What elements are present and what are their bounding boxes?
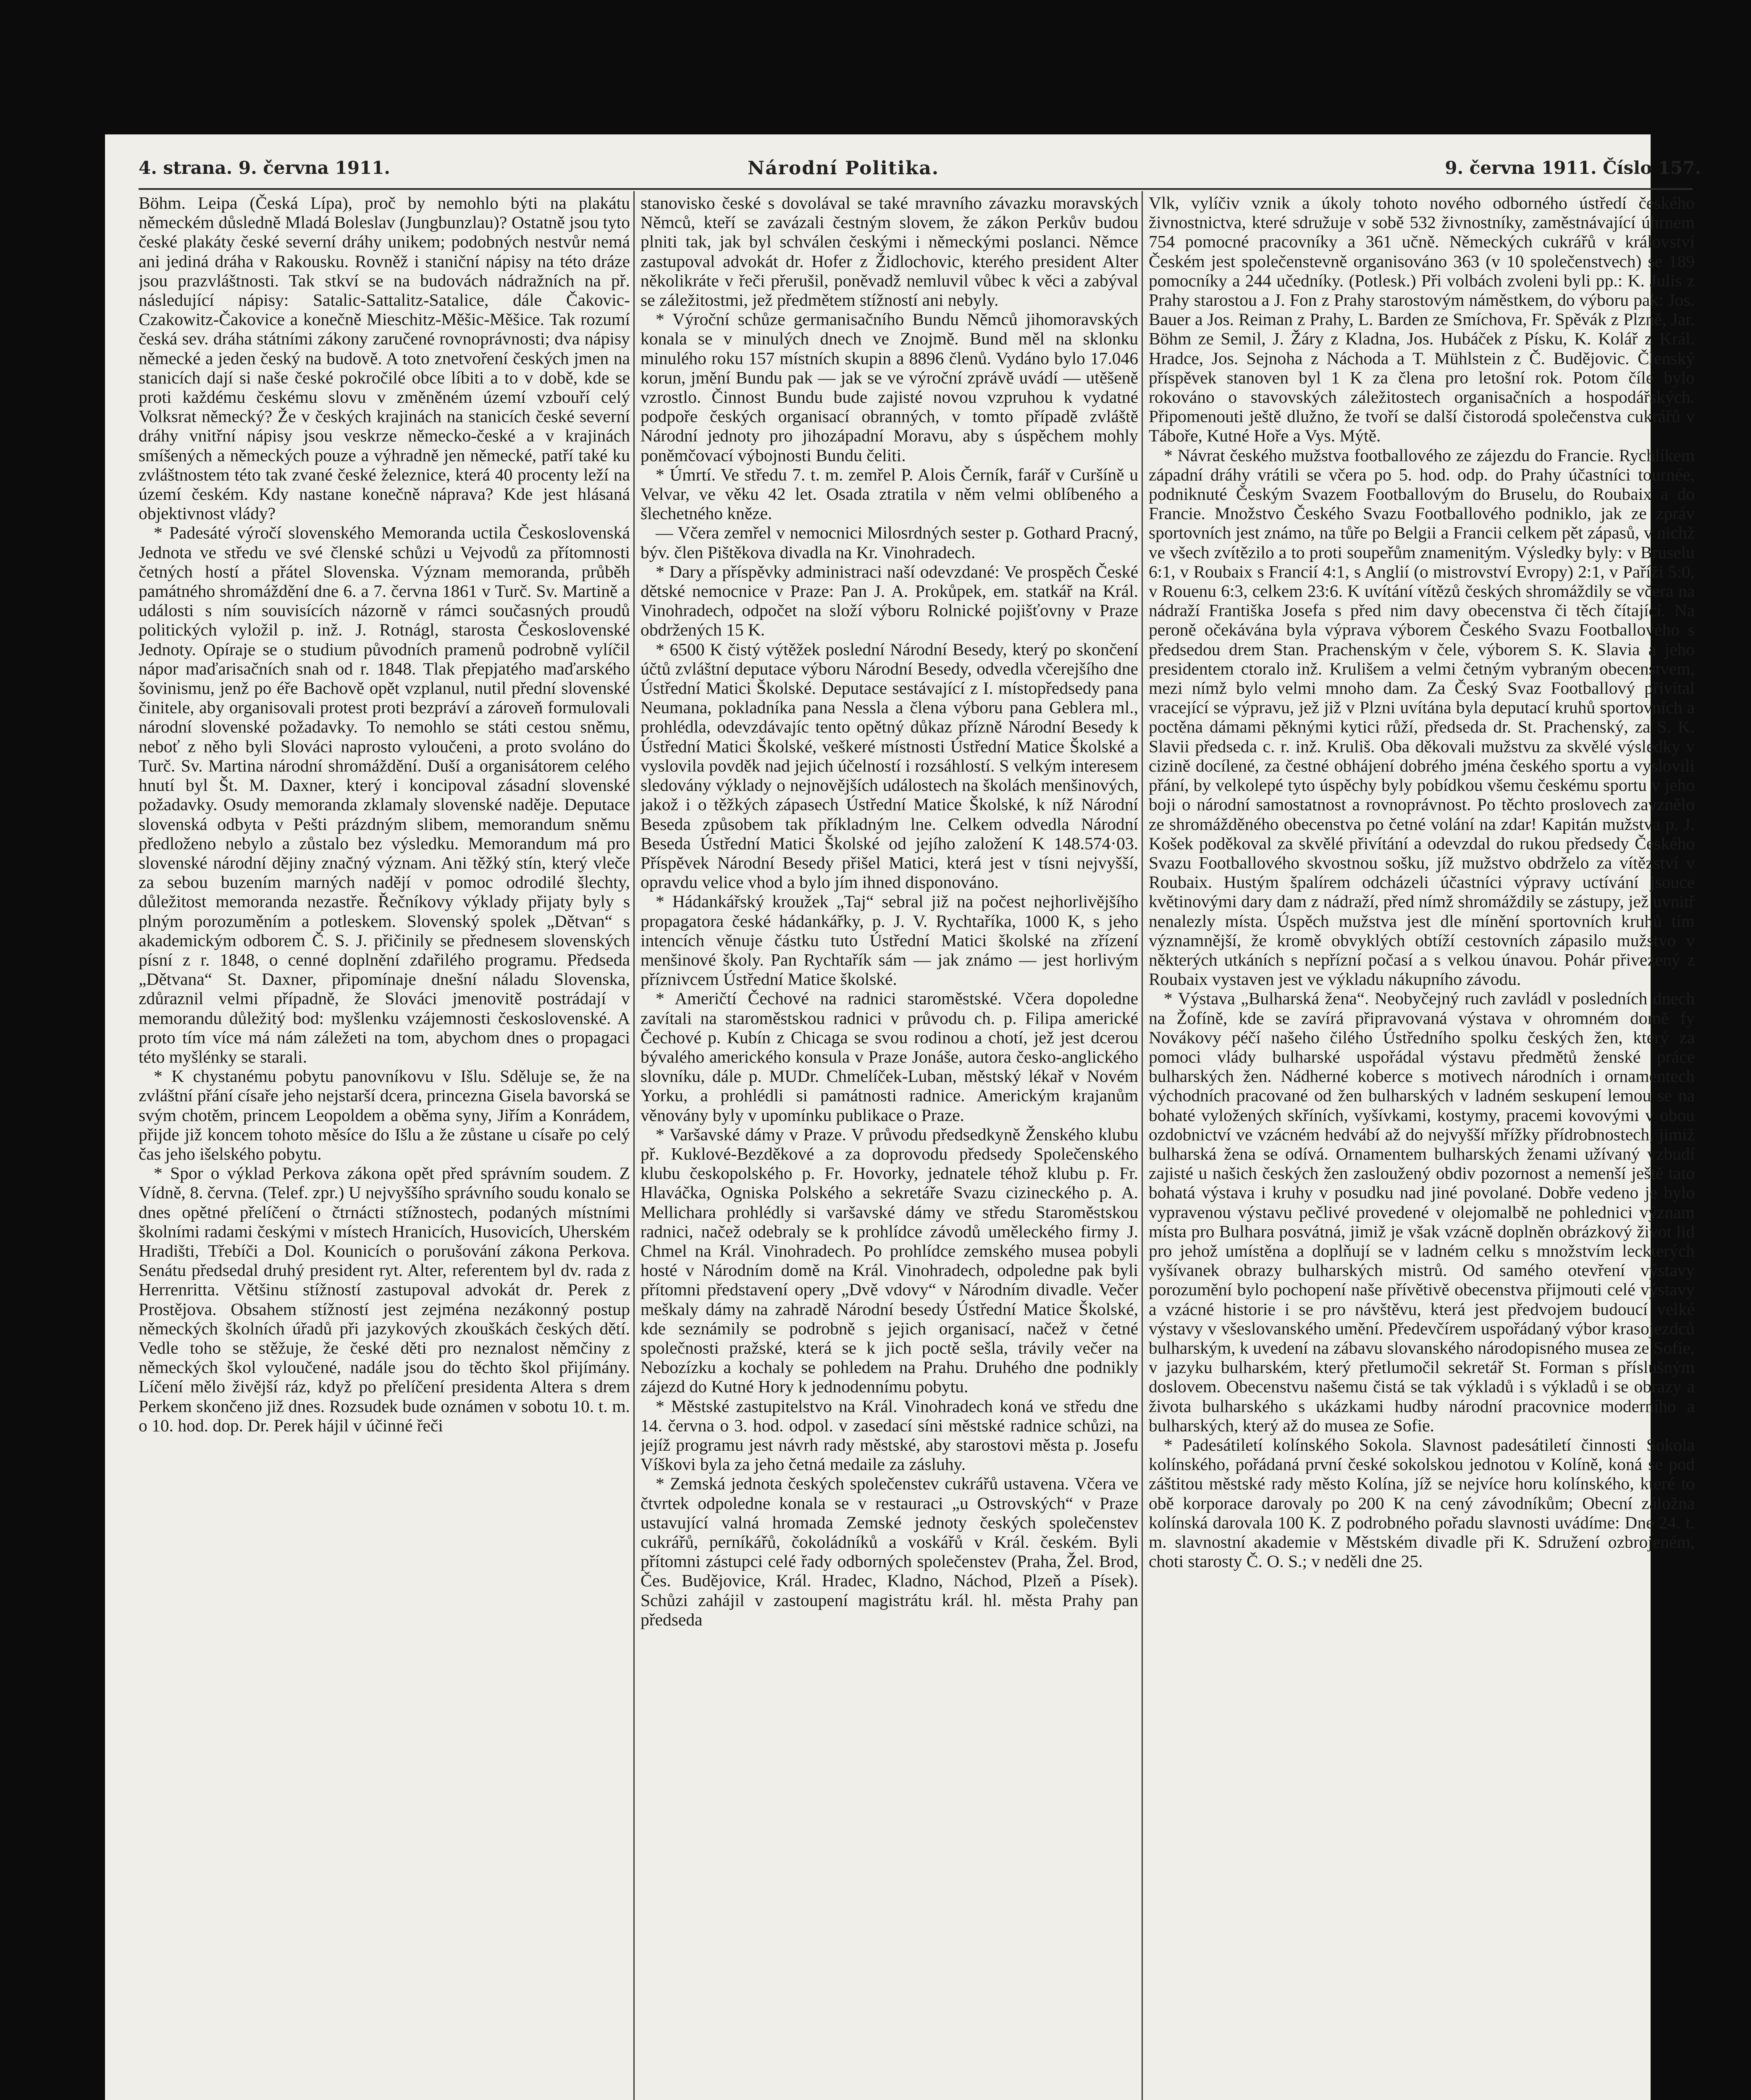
article-paragraph: * Dary a příspěvky administraci naší odevzdané: Ve prospěch České dětské nemocnice v Praze: Pan J. A. Prokůpek, em. statkář na Král. Vinohradech, odpočet na složí výboru Rolnické pojišťovny v Praze obdržených 15 K. <box>641 562 1138 640</box>
article-paragraph: * Výroční schůze germanisačního Bundu Němců jihomoravských konala se v minulých dnech ve Znojmě. Bund měl na sklonku minulého roku 157 místních skupin a 8896 členů. Vydáno bylo 17.046 korun, jmění Bundu pak — jak se ve výroční zprávě uvádí — utěšeně vzrostlo. Činnost Bundu bude zajisté novou vzpruhou k vydatné podpoře českých organisací obranných, v tomto případě zvláště Národní jednoty pro jihozápadní Moravu, aby s úspěchem mohly poněmčovací výbojnosti Bundu čeliti. <box>641 310 1138 465</box>
article-paragraph: Böhm. Leipa (Česká Lípa), proč by nemohlo býti na plakátu německém důsledně Mladá Boleslav (Jungbunzlau)? Ostatně jsou tyto české plakáty české severní dráhy unikem; podobných nestvůr nemá ani jediná dráha v Rakousku. Rovněž i staniční nápisy na této dráze jsou prazvláštnosti. Tak stkví se na budovách nádražních na př. následující nápisy: Satalic-Sattalitz-Satalice, dále Čakovic-Czakowitz-Čakovice a konečně Mieschitz-Měšic-Měšice. Tak rozumí česká sev. dráha státními zákony zaručené rovnoprávnosti; dva nápisy německé a jeden český na budově. A toto znetvoření českých jmen na stanicích dají si naše české pokročilé obce líbiti a to v době, kde se proti každému českému slovu v změněném území vzbouří celý Volksrat německý? Že v českých krajinách na stanicích české severní dráhy vnitřní nápisy jsou veskrze německo-české a v krajinách smíšených a německých pouze a výhradně jen německé, patří také ku zvláštnostem této tak zvané české železnice, která 40 procenty leží na území českém. Kdy nastane konečně náprava? Kde jest hlásaná objektivnost vlády? <box>139 193 630 523</box>
article-paragraph: * Hádankářský kroužek „Taj“ sebral již na počest nejhorlivějšího propagatora české hádankářky, p. J. V. Rychtaříka, 1000 K, s jeho intencích věnuje částku tuto Ústřední Matici školské na zřízení menšinové školy. Pan Rychtařík sám — jak známo — jest horlivým příznivcem Ústřední Matice školské. <box>641 892 1138 989</box>
article-paragraph: * Američtí Čechové na radnici staroměstské. Včera dopoledne zavítali na staroměstskou radnici v průvodu ch. p. Filipa americké Čechové p. Kubín z Chicaga se svou rodinou a chotí, jež jest dcerou bývalého amerického konsula v Praze Jonáše, autora česko-anglického slovníku, dále p. MUDr. Chmelíček-Luban, městský lékař v Novém Yorku, a prohlédli si památnosti radnice. Americkým krajanům věnovány byly v upomínku publikace o Praze. <box>641 989 1138 1125</box>
article-paragraph: * Varšavské dámy v Praze. V průvodu předsedkyně Ženského klubu př. Kuklové-Bezděkové a za doprovodu předsedy Společenského klubu českopolského p. Fr. Hovorky, jednatele téhož klubu p. Fr. Hlaváčka, Ogniska Polského a sekretáře Svazu cizineckého p. A. Mellichara prohlédly si varšavské dámy ve středu Staroměstskou radnici, načež odebraly se k prohlídce závodů uměleckého firmy J. Chmel na Král. Vinohradech. Po prohlídce zemského musea pobyli hosté v Národním domě na Král. Vinohradech, odpoledne pak byli přítomni představení opery „Dvě vdovy“ v Národním divadle. Večer meškaly dámy na zahradě Národní besedy Ústřední Matice Školské, kde seznámily se podrobně s jejich organisací, načež v četné společnosti pražské, která se k jich poctě sešla, trávily večer na Nebozízku a kochaly se pohledem na Prahu. Druhého dne podnikly zájezd do Kutné Hory k jednodennímu pobytu. <box>641 1124 1138 1396</box>
column-1 <box>139 193 630 2100</box>
column-divider <box>1142 191 1143 2100</box>
article-paragraph: * Městské zastupitelstvo na Král. Vinohradech koná ve středu dne 14. června o 3. hod. odpol. v zasedací síni městské radnice schůzi, na jejíž programu jest návrh rady městské, aby starostovi města p. Josefu Víškovi byla za jeho četná medaile za zásluhy. <box>641 1396 1138 1474</box>
article-paragraph: * Padesátiletí kolínského Sokola. Slavnost padesátiletí činnosti Sokola kolínského, pořádaná první české sokolskou jednotou v Kolíně, koná se pod záštitou městské rady město Kolína, jíž se nejvíce horu kolínského, které to obě korporace darovaly po 200 K na cený závodníkům; Obecní záložna kolínská darovala 100 K. Z podrobného pořadu slavnosti uvádíme: Dne 24. t. m. slavnostní akademie v Městském divadle při K. Sdružení ozbrojeném, choti starosty Č. O. S.; v neděli dne 25. <box>1149 1435 1695 1571</box>
column-2 <box>641 193 1138 2100</box>
article-paragraph: * Výstava „Bulharská žena“. Neobyčejný ruch zavládl v posledních dnech na Žofíně, kde se zavírá připravovaná výstava v ohromném domě fy Novákovy péčí našeho čilého Ústředního spolku českých žen, který za pomoci vlády bulharské uspořádal výstavu předmětů ženské práce bulharských žen. Nádherné koberce s motivech národních i ornamentech východních pracované od žen bulharských v ladném seskupení lemou se na bohaté vyložených skříních, vyšívkami, kostymy, pracemi kovovými v obou ozdobnictví ve vzácném hedvábí až do nejvyšší mřížky přídrobnostech, jimiž bulharská žena se odívá. Ornamentem bulharských ženami užívaný vzbudí zajisté u našich českých žen zasloužený obdiv pozornost a nemenší ještě tato bohatá výstava i kruhy v posudku nad jiné povolané. Dobře vedeno je bylo vypravenou výstavu pečlivé provedené v olejomalbě ne pohlednici význam místa pro Bulhara posvátná, jimiž je však vzácně doplněn obrázkový život lid pro jehož umístěna a doplňují se v ladném celku s množstvím leckterých vyšívanek obrazy bulharských mistrů. Od samého otevření výstavy porozumění bylo pochopení naše přívětivě obecenstva přijmouti celé výstavy a vzácné historie i se pro návštěvu, která jest předvojem budoucí velké výstavy v všeslovanského umění. Předevčírem uspořádaný výbor krasojezdců bulharským, k uvedení na zábavu slovanského národopisného musea ze Sofie, v jazyku bulharském, který přetlumočil sekretář St. Forman s příslušným doslovem. Obecenstvu našemu čistá se tak výkladů i s výkladů i se obrazy a života bulharského s ukázkami hudby národní pracovnice moderního a bulharských, který až do musea ze Sofie. <box>1149 989 1695 1435</box>
column-3 <box>1149 193 1695 2100</box>
article-paragraph: * K chystanému pobytu panovníkovu v Išlu. Sděluje se, že na zvláštní přání císaře jeho nejstarší dcera, princezna Gisela bavorská se svým chotěm, princem Leopoldem a oběma syny, Jiřím a Konrádem, přijde již koncem tohoto měsíce do Išlu a že zůstane u císaře po celý čas jeho išelského pobytu. <box>139 1066 630 1163</box>
article-paragraph: — Včera zemřel v nemocnici Milosrdných sester p. Gothard Pracný, býv. člen Pištěkova divadla na Kr. Vinohradech. <box>641 523 1138 562</box>
article-paragraph: * 6500 K čistý výtěžek poslední Národní Besedy, který po skončení účtů zvláštní deputace výboru Národní Besedy, odvedla včerejšího dne Ústřední Matici Školské. Deputace sestávající z I. místopředsedy pana Neumana, pokladníka pana Nessla a člena výboru pana Geblera ml., prohlédla, odevzdávajíc tento opětný důkaz přízně Národní Besedy k Ústřední Matici Školské, veškeré místnosti Ústřední Matice Školské a vyslovila povděk nad jejich účelností i rozsáhlostí. S velkým interesem sledovány výklady o nejnovějších událostech na školách menšinových, jakož i o těžkých zápasech Ústřední Matice Školské, k níž Národní Beseda způsobem tak příkladným lne. Celkem odvedla Národní Beseda Ústřední Matici Školské od jejího založení K 148.574·03. Příspěvek Národní Besedy přišel Matici, která jest v tísni nejvyšší, opravdu velice vhod a bylo jím ihned disponováno. <box>641 639 1138 892</box>
article-paragraph: stanovisko české s dovolával se také mravního závazku moravských Němců, kteří se zavázali čestným slovem, že zákon Perkův budou plniti tak, jak byl schválen českými i německými poslanci. Němce zastupoval advokát dr. Hofer z Židlochovic, kterého president Alter několikráte v řeči přerušil, poněvadž nemluvil vůbec k věci a zabýval se záležitostmi, jež předmětem stížností ani nebyly. <box>641 193 1138 310</box>
header-issue-number: 9. června 1911. Číslo 157. <box>1445 158 1701 178</box>
article-paragraph: * Úmrtí. Ve středu 7. t. m. zemřel P. Alois Černík, farář v Curšíně u Velvar, ve věku 42 let. Osada ztratila v něm velmi oblíbeného a šlechetného kněze. <box>641 465 1138 523</box>
article-paragraph: Vlk, vylíčiv vznik a úkoly tohoto nového odborného ústředí českého živnostnictva, které sdružuje v sobě 532 živnostníky, zaměstnávající úhrnem 754 pomocné pracovníky a 361 učně. Německých cukrářů v království Českém jest společenstevně organisováno 363 (v 10 společenstvech) se 189 pomocníky a 244 učedníky. (Potlesk.) Při volbách zvoleni byli pp.: K. Julis z Prahy starostou a J. Fon z Prahy starostovým náměstkem, do výboru pak: Jos. Bauer a Jos. Reiman z Prahy, L. Barden ze Smíchova, Fr. Spěvák z Plzně, Jar. Böhm ze Semil, J. Žáry z Kladna, Jos. Hubáček z Písku, K. Kolář z Král. Hradce, Jos. Sejnoha z Náchoda a T. Mühlstein z Č. Budějovic. Členský příspěvek stanoven byl 1 K za člena pro letošní rok. Potom číle bylo rokováno o stavovských záležitostech organisačních a hospodářských. Připomenouti ještě dlužno, že tvoří se další čistorodá společenstva cukrářů v Táboře, Kutné Hoře a Vys. Mýtě. <box>1149 193 1695 446</box>
article-paragraph: * Padesáté výročí slovenského Memoranda uctila Československá Jednota ve středu ve své členské schůzi u Vejvodů za přítomnosti četných hostí a přátel Slovenska. Význam memoranda, průběh památného shromáždění dne 6. a 7. června 1861 v Turč. Sv. Martině a události s ním souvisících názorně v rámci současných proudů politických vyložil p. inž. J. Rotnágl, starosta Československé Jednoty. Opíraje se o studium původních pramenů podrobně vylíčil nápor maďarisačních snah od r. 1848. Tlak přepjatého maďarského šovinismu, jenž po éře Bachově opět vzplanul, nutil přední slovenské činitele, aby organisovali protest proti bezpráví a zároveň formulovali národní slovenské požadavky. To nemohlo se státi cestou sněmu, neboť z něho byli Slováci naprosto vyloučeni, a proto svoláno do Turč. Sv. Martina národní shromáždění. Duší a organisátorem celého hnutí byl Št. M. Daxner, který i koncipoval zásadní slovenské požadavky. Osudy memoranda zklamaly slovenské naděje. Deputace slovenská odbyta v Pešti prázdným slibem, memorandum sněmu předloženo nebylo a zůstalo bez výsledku. Memorandum má pro slovenské národní dějiny značný význam. Ani těžký stín, který vleče za sebou buzením marných nadějí v pomoc odrodilé šlechty, důležitost memoranda nezastře. Řečníkovy výklady přijaty byly s plným porozuměním a potleskem. Slovenský spolek „Dětvan“ s akademickým odborem Č. S. J. přičinily se přednesem slovenských písní z r. 1848, o cenné doplnění zdařilého programu. Předseda „Dětvana“ St. Daxner, připomínaje dnešní náladu Slovenska, zdůraznil velmi případně, že Slováci jmenovitě postrádají v memorandu důležitý bod: myšlenku vzájemnosti československé. A proto tím více má nám záležeti na tom, abychom dnes o propagaci této myšlénky se starali. <box>139 523 630 1066</box>
column-divider <box>633 191 635 2100</box>
page-header <box>139 158 1701 187</box>
article-paragraph: * Spor o výklad Perkova zákona opět před správním soudem. Z Vídně, 8. června. (Telef. zpr.) U nejvyššího správního soudu konalo se dnes opětné přelíčení o čtrnácti stížnostech, podaných místními školními radami českými v místech Hranicích, Husovicích, Uherském Hradišti, Třebíči a Dol. Kounicích o porušování zákona Perkova. Senátu předsedal druhý president ryt. Alter, referentem byl dv. rada z Herrenritta. Většinu stížností zastupoval advokát dr. Perek z Prostějova. Obsahem stížností jest zejména nezákonný postup německých školních úřadů při jazykových zkouškách českých dětí. Vedle toho se stěžuje, že české děti pro neznalost němčiny z německých škol vyloučené, nadále jsou do těchto škol přijímány. Líčení mělo živější ráz, když po přelíčení presidenta Altera s drem Perkem skončeno již dnes. Rozsudek bude oznámen v sobotu 10. t. m. o 10. hod. dop. Dr. Perek hájil v účinné řeči <box>139 1163 630 1435</box>
article-paragraph: * Návrat českého mužstva footballového ze zájezdu do Francie. Rychlíkem západní dráhy vrátili se včera po 5. hod. odp. do Prahy účastníci tournée, podniknuté Českým Svazem Footballovým do Bruselu, do Roubaix a do Francie. Množstvo Českého Svazu Footballového podniklo, jak ze zpráv sportovních jest známo, na tůře po Belgii a Francii celkem pět zápasů, v nichž ve všech zvítězilo a to proti soupeřům znamenitým. Výsledky byly: v Bruselu 6:1, v Roubaix s Francií 4:1, s Anglií (o mistrovství Evropy) 2:1, v Paříži 5:0, v Rouenu 6:3, celkem 23:6. K uvítání vítězů českých shromáždily se včera na nádraží Františka Josefa s před nim davy obecenstva či těch čítající. Na peroně očekávána byla výprava výborem Českého Svazu Footballového s předsedou drem Stan. Prachenským v čele, výborem S. K. Slavia a jeho presidentem ctoralo inž. Krulišem a velmi četným vybraným obecenstvem, mezi nímž bylo velmi mnoho dam. Za Český Svaz Footballový přivítal vracející se výpravu, jež již v Plzni uvítána byla deputací kruhů sportovních a poctěna dámami pěknými kytici růží, předseda dr. St. Prachenský, za S. K. Slavii předseda c. r. inž. Kruliš. Oba děkovali mužstvu za skvělé výsledky v cizině docílené, za čestné obhájení dobrého jména českého sportu a vyslovili přání, by velkolepé tyto úspěchy byly pobídkou všemu českému sportu v jeho boji o národní samostatnost a rovnoprávnost. Po těchto proslovech zavznělo ze shromážděného obecenstva po četné volání na zdar! Kapitán mužstva p. J. Košek poděkoval za skvělé přivítání a odevzdal do rukou předsedy Českého Svazu Footballového skvostnou sošku, jíž mužstvo obdrželo za vítězství v Roubaix. Hustým špalírem odcházeli účastníci výpravy uctívání jsouce květinovými dary dam z nádraží, před nímž shromáždily se zástupy, jež uvnitř nenalezly místa. Úspěch mužstva jest dle mínění sportovních kruhů tím významnější, že kromě obvyklých obtíží cestovních zápasilo mužstvo v některých utkáních s nepřízní počasí a s velkou únavou. Pohár přivezený z Roubaix vystaven jest ve výkladu nákupního závodu. <box>1149 445 1695 989</box>
article-paragraph: * Zemská jednota českých společenstev cukrářů ustavena. Včera ve čtvrtek odpoledne konala se v restauraci „u Ostrovských“ v Praze ustavující valná hromada Zemské jednoty českých společenstev cukrářů, perníkářů, čokoládníků a voskářů v Král. českém. Byli přítomni zástupci celé řady odborných společenstev (Praha, Žel. Brod, Čes. Budějovice, Král. Hradec, Kladno, Náchod, Plzeň a Písek). Schůzi zahájil v zastoupení magistrátu král. hl. města Prahy pan předseda <box>641 1474 1138 1629</box>
header-rule <box>139 188 1693 190</box>
newspaper-title: Národní Politika. <box>748 158 940 179</box>
header-date-left: 4. strana. 9. června 1911. <box>139 158 391 178</box>
